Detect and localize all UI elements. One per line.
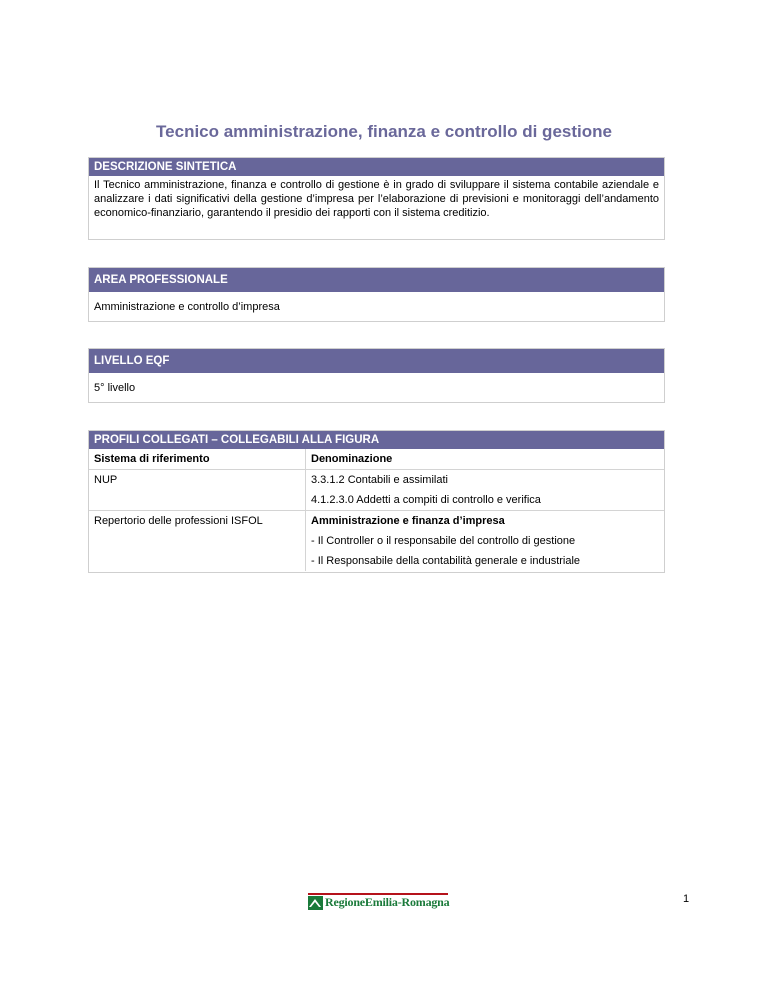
page-number: 1 bbox=[683, 893, 690, 905]
table-row bbox=[89, 511, 664, 572]
area-professionale-text: Amministrazione e controllo d’impresa bbox=[94, 301, 280, 313]
denominazione-entry: - Il Responsabile della contabilità generale e industriale bbox=[311, 555, 581, 567]
livello-eqf-text: 5° livello bbox=[94, 382, 136, 394]
area-professionale-header: AREA PROFESSIONALE bbox=[89, 268, 664, 292]
livello-eqf-header: LIVELLO EQF bbox=[89, 349, 664, 373]
descrizione-sintetica-text: Il Tecnico amministrazione, finanza e controllo di gestione è in grado di sviluppare il sistema contabile aziendale e analizzare i dati significativi della gestione d’impresa per l’elaborazione di previsioni e monitoraggi dell’andamento economico-finanziario, garantendo il presidio dei rapporti con il sistema creditizio. bbox=[94, 179, 659, 219]
denominazione-entry: Amministrazione e finanza d’impresa bbox=[311, 515, 505, 527]
profili-collegati-section bbox=[88, 430, 665, 573]
area-professionale-section bbox=[88, 267, 665, 322]
logo-mark-icon bbox=[308, 896, 323, 910]
logo-text: RegioneEmilia-Romagna bbox=[325, 895, 450, 909]
profili-table bbox=[89, 449, 664, 571]
sistema-cell: Repertorio delle professioni ISFOL bbox=[94, 515, 263, 527]
column-header-sistema: Sistema di riferimento bbox=[89, 449, 306, 470]
descrizione-sintetica-header: DESCRIZIONE SINTETICA bbox=[89, 158, 664, 176]
descrizione-sintetica-section bbox=[88, 157, 665, 240]
table-row bbox=[89, 470, 664, 511]
page-title: Tecnico amministrazione, finanza e controllo di gestione bbox=[156, 122, 612, 141]
denominazione-entry: 4.1.2.3.0 Addetti a compiti di controllo e verifica bbox=[311, 494, 541, 506]
column-header-denominazione: Denominazione bbox=[306, 449, 665, 470]
profili-collegati-header: PROFILI COLLEGATI – COLLEGABILI ALLA FIGURA bbox=[89, 431, 664, 449]
denominazione-entry: 3.3.1.2 Contabili e assimilati bbox=[311, 474, 448, 486]
regione-emilia-romagna-logo bbox=[308, 893, 448, 911]
denominazione-entry: - Il Controller o il responsabile del controllo di gestione bbox=[311, 535, 576, 547]
table-header-row bbox=[89, 449, 664, 470]
livello-eqf-section bbox=[88, 348, 665, 403]
sistema-cell: NUP bbox=[94, 474, 118, 486]
